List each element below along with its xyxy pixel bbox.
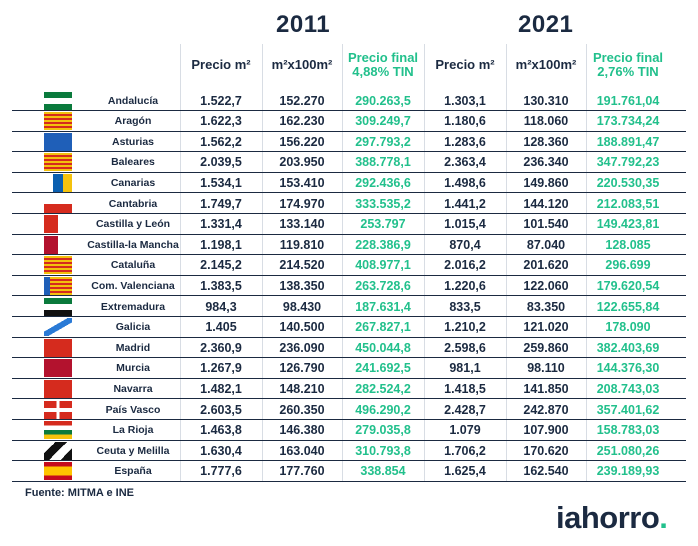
table-cell: 141.850: [523, 381, 569, 396]
region-name: Andalucía: [107, 94, 159, 107]
table-cell: 133.140: [279, 217, 325, 232]
table-cell: 1.220,6: [444, 278, 486, 293]
table-cell: 144.376,30: [596, 361, 660, 376]
table-cell: 1.303,1: [444, 93, 486, 108]
table-row: [12, 441, 686, 462]
table-cell: 292.436,6: [355, 175, 411, 190]
table-cell: 2.598,6: [444, 340, 486, 355]
table-cell: 251.080,26: [596, 443, 660, 458]
table-cell: 148.210: [279, 381, 325, 396]
table-cell: 187.631,4: [355, 299, 411, 314]
table-cell: 297.793,2: [355, 134, 411, 149]
table-cell: 1.562,2: [200, 134, 242, 149]
table-cell: 279.035,8: [355, 423, 411, 438]
table-cell: 496.290,2: [355, 402, 411, 417]
source-footnote: Fuente: MITMA e INE: [25, 487, 134, 499]
aragon-flag: [44, 112, 72, 130]
header-m2x100-2021: m²x100m²: [515, 57, 577, 72]
table-cell: 153.410: [279, 175, 325, 190]
table-cell: 214.520: [279, 258, 325, 273]
table-cell: 984,3: [205, 299, 237, 314]
year-2021-heading: 2021: [518, 11, 574, 38]
table-cell: 290.263,5: [355, 93, 411, 108]
table-cell: 163.040: [279, 443, 325, 458]
region-name: Asturias: [111, 135, 154, 148]
table-cell: 1.331,4: [200, 217, 242, 232]
table-row: [12, 152, 686, 173]
canarias-flag: [44, 174, 72, 192]
table-row: [12, 461, 686, 482]
table-cell: 156.220: [279, 134, 325, 149]
table-cell: 450.044,8: [355, 340, 411, 355]
table-cell: 1.463,8: [200, 423, 242, 438]
table-cell: 170.620: [523, 443, 569, 458]
cataluna-flag: [44, 256, 72, 274]
table-cell: 119.810: [279, 237, 325, 252]
table-row: [12, 214, 686, 235]
table-row: [12, 132, 686, 153]
table-cell: 282.524,2: [355, 381, 411, 396]
table-cell: 220.530,35: [596, 175, 660, 190]
year-2011-heading: 2011: [276, 11, 331, 38]
table-cell: 2.363,4: [444, 155, 486, 170]
table-row: [12, 173, 686, 194]
region-name: Murcia: [116, 362, 150, 375]
region-name: Cataluña: [110, 259, 156, 272]
table-row: [12, 338, 686, 359]
table-cell: 101.540: [523, 217, 569, 232]
galicia-flag: [44, 318, 72, 336]
table-cell: 981,1: [449, 361, 481, 376]
table-cell: 149.423,81: [596, 217, 660, 232]
table-cell: 263.728,6: [355, 278, 411, 293]
region-name: Cantabria: [108, 197, 158, 210]
table-cell: 382.403,69: [596, 340, 660, 355]
table-cell: 146.380: [279, 423, 325, 438]
header-final-price-2011: Precio final 4,88% TIN: [347, 50, 419, 79]
valenciana-flag: [44, 277, 72, 295]
table-cell: 1.180,6: [444, 114, 486, 129]
table-cell: 162.230: [279, 114, 325, 129]
table-cell: 2.428,7: [444, 402, 486, 417]
table-cell: 1.625,4: [444, 464, 486, 479]
table-cell: 1.630,4: [200, 443, 242, 458]
table-cell: 253.797: [360, 217, 406, 232]
table-cell: 122.060: [523, 278, 569, 293]
table-cell: 267.827,1: [355, 320, 411, 335]
table-row: [12, 400, 686, 421]
table-cell: 310.793,8: [355, 443, 411, 458]
table-row: [12, 276, 686, 297]
table-cell: 1.283,6: [444, 134, 486, 149]
table-cell: 140.500: [279, 320, 325, 335]
region-name: Baleares: [111, 156, 155, 169]
table-cell: 174.970: [279, 196, 325, 211]
pais-vasco-flag: [44, 401, 72, 419]
table-cell: 2.603,5: [200, 402, 242, 417]
table-cell: 173.734,24: [596, 114, 660, 129]
table-cell: 144.120: [523, 196, 569, 211]
region-name: Aragón: [114, 115, 152, 128]
table-cell: 188.891,47: [596, 134, 660, 149]
logo-text: iahorro: [556, 500, 660, 535]
madrid-flag: [44, 339, 72, 357]
table-cell: 2.039,5: [200, 155, 242, 170]
table-cell: 241.692,5: [355, 361, 411, 376]
table-cell: 2.360,9: [200, 340, 242, 355]
table-cell: 259.860: [523, 340, 569, 355]
header-final-price-2021: Precio final 2,76% TIN: [592, 50, 664, 79]
castilla-la-mancha-flag: [44, 236, 72, 254]
table-cell: 1.441,2: [444, 196, 486, 211]
table-cell: 177.760: [279, 464, 325, 479]
region-name: España: [114, 465, 152, 478]
table-cell: 121.020: [523, 320, 569, 335]
table-row: [12, 91, 686, 112]
table-cell: 309.249,7: [355, 114, 411, 129]
table-cell: 138.350: [279, 278, 325, 293]
table-cell: 1.015,4: [444, 217, 486, 232]
table-cell: 98.110: [527, 361, 565, 376]
region-name: Galicia: [115, 321, 151, 334]
table-row: [12, 111, 686, 132]
table-cell: 128.085: [605, 237, 651, 252]
table-cell: 1.777,6: [200, 464, 242, 479]
table-cell: 179.620,54: [596, 278, 660, 293]
table-cell: 118.060: [523, 114, 569, 129]
table-cell: 1.405: [205, 320, 237, 335]
table-row: [12, 358, 686, 379]
table-cell: 158.783,03: [596, 423, 660, 438]
table-cell: 1.522,7: [200, 93, 242, 108]
table-cell: 1.706,2: [444, 443, 486, 458]
region-name: Canarias: [110, 176, 156, 189]
la-rioja-flag: [44, 421, 72, 439]
table-cell: 212.083,51: [596, 196, 660, 211]
table-cell: 260.350: [279, 402, 325, 417]
table-cell: 87.040: [526, 237, 566, 252]
table-cell: 1.534,1: [200, 175, 242, 190]
table-cell: 1.267,9: [200, 361, 242, 376]
table-cell: 239.189,93: [596, 464, 660, 479]
table-cell: 242.870: [523, 402, 569, 417]
region-name: Ceuta y Melilla: [96, 444, 170, 457]
table-row: [12, 420, 686, 441]
table-cell: 191.761,04: [596, 93, 660, 108]
table-cell: 236.090: [279, 340, 325, 355]
table-cell: 83.350: [526, 299, 566, 314]
table-cell: 98.430: [282, 299, 322, 314]
asturias-flag: [44, 133, 72, 151]
table-cell: 2.145,2: [200, 258, 242, 273]
table-cell: 126.790: [279, 361, 325, 376]
header-price-m2-2021: Precio m²: [435, 57, 495, 72]
baleares-flag: [44, 153, 72, 171]
table-cell: 1.079: [449, 423, 481, 438]
table-row: [12, 379, 686, 400]
table-cell: 1.622,3: [200, 114, 242, 129]
table-cell: 1.482,1: [200, 381, 242, 396]
header-price-m2-2011: Precio m²: [191, 57, 251, 72]
logo-dot: .: [659, 500, 668, 535]
navarra-flag: [44, 380, 72, 398]
region-name: Extremadura: [100, 300, 166, 313]
table-cell: 122.655,84: [596, 299, 660, 314]
table-row: [12, 235, 686, 256]
table-cell: 162.540: [523, 464, 569, 479]
table-cell: 152.270: [279, 93, 325, 108]
table-cell: 833,5: [449, 299, 481, 314]
table-row: [12, 297, 686, 318]
table-cell: 201.620: [523, 258, 569, 273]
table-cell: 870,4: [449, 237, 481, 252]
table-cell: 107.900: [523, 423, 569, 438]
table-cell: 128.360: [523, 134, 569, 149]
cantabria-flag: [44, 195, 72, 213]
table-cell: 149.860: [523, 175, 569, 190]
table-cell: 1.210,2: [444, 320, 486, 335]
table-row: [12, 194, 686, 215]
table-cell: 338.854: [360, 464, 406, 479]
table-cell: 208.743,03: [596, 381, 660, 396]
region-name: Com. Valenciana: [91, 279, 175, 292]
table-cell: 1.383,5: [200, 278, 242, 293]
table-cell: 347.792,23: [596, 155, 660, 170]
region-name: Castilla y León: [95, 218, 171, 231]
table-cell: 1.418,5: [444, 381, 486, 396]
header-m2x100-2011: m²x100m²: [271, 57, 333, 72]
region-name: Castilla-la Mancha: [87, 238, 179, 251]
andalucia-flag: [44, 92, 72, 110]
table-cell: 408.977,1: [355, 258, 411, 273]
espana-flag: [44, 462, 72, 480]
table-cell: 388.778,1: [355, 155, 411, 170]
region-name: País Vasco: [105, 403, 161, 416]
table-cell: 333.535,2: [355, 196, 411, 211]
table-cell: 178.090: [605, 320, 651, 335]
ceuta-melilla-flag: [44, 442, 72, 460]
table-cell: 296.699: [605, 258, 651, 273]
table-cell: 2.016,2: [444, 258, 486, 273]
extremadura-flag: [44, 298, 72, 316]
table-cell: 236.340: [523, 155, 569, 170]
table-cell: 228.386,9: [355, 237, 411, 252]
table-cell: 357.401,62: [596, 402, 660, 417]
iahorro-logo: [556, 500, 667, 536]
table-row: [12, 255, 686, 276]
region-name: La Rioja: [112, 424, 154, 437]
table-cell: 130.310: [523, 93, 569, 108]
murcia-flag: [44, 359, 72, 377]
castilla-y-leon-flag: [44, 215, 72, 233]
region-name: Navarra: [113, 382, 153, 395]
table-row: [12, 317, 686, 338]
table-cell: 1.498,6: [444, 175, 486, 190]
region-name: Madrid: [115, 341, 151, 354]
table-cell: 1.198,1: [200, 237, 242, 252]
table-cell: 1.749,7: [200, 196, 242, 211]
table-cell: 203.950: [279, 155, 325, 170]
